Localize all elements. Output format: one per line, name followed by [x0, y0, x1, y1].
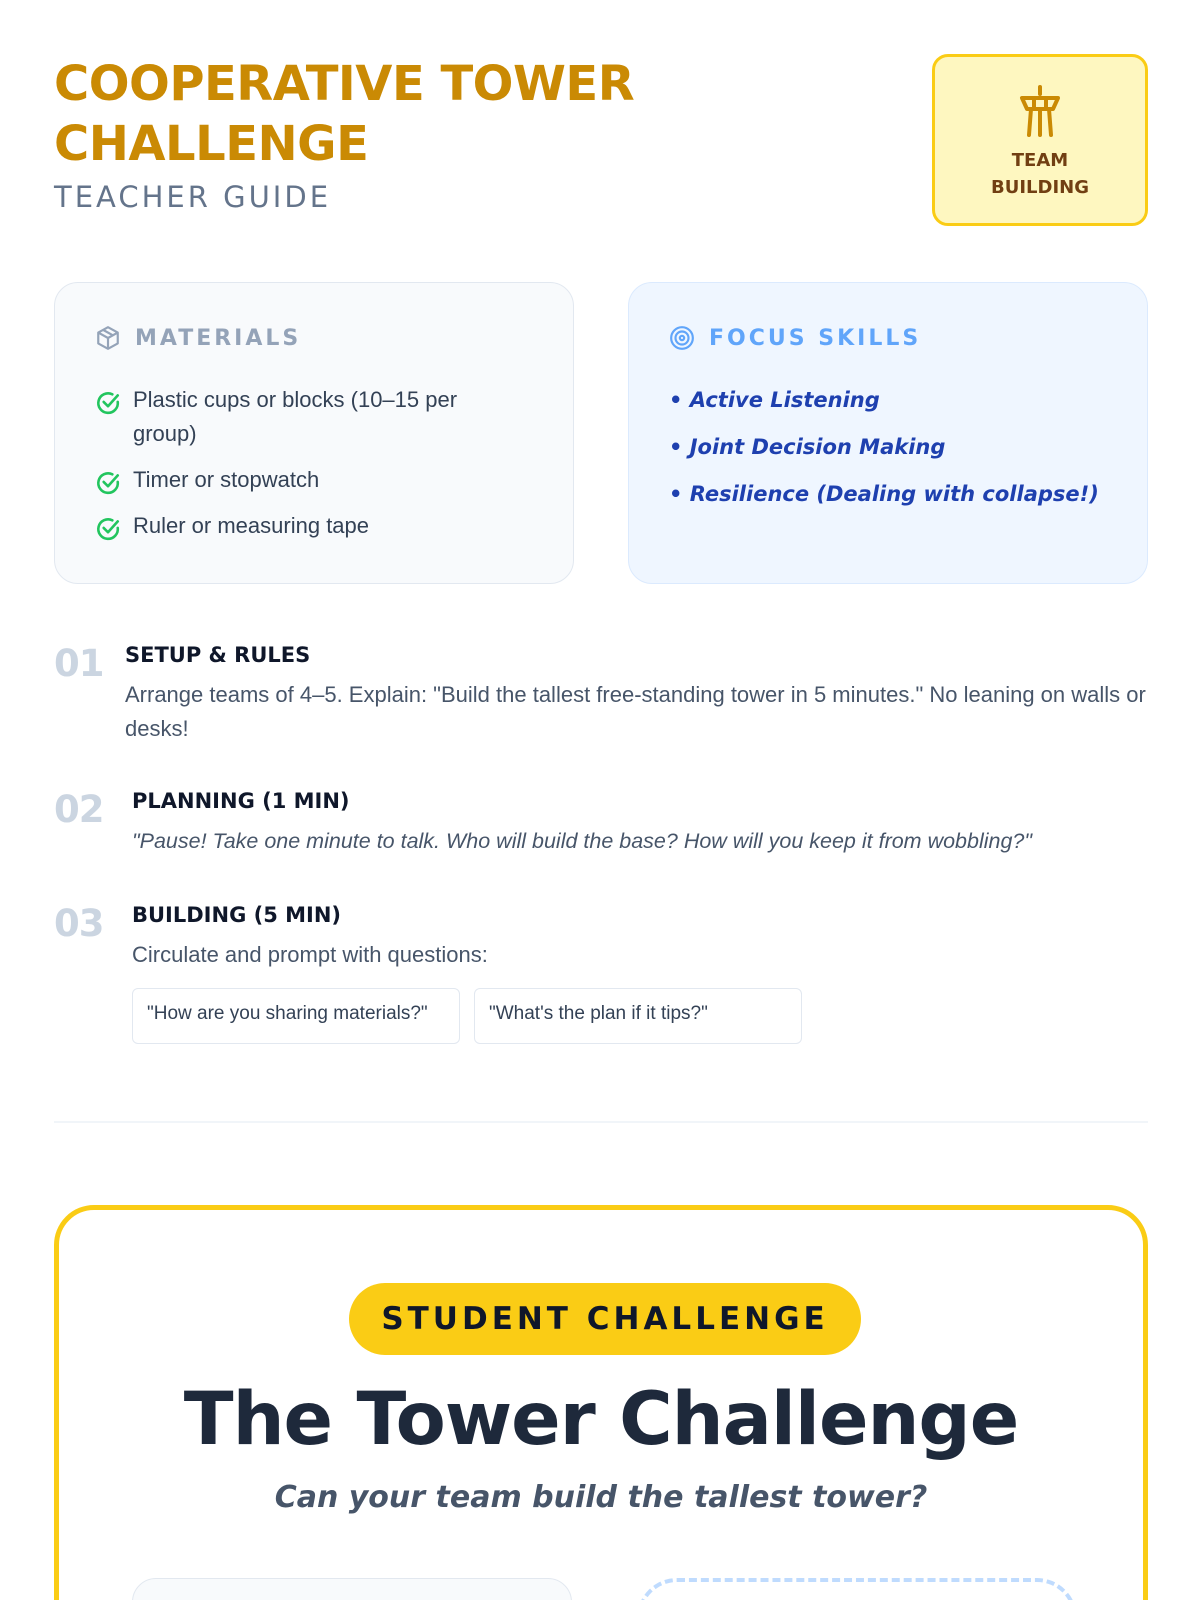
step-title: SETUP & RULES	[125, 643, 311, 667]
step-title: PLANNING (1 MIN)	[132, 789, 350, 813]
material-item	[95, 463, 533, 497]
team-building-badge	[932, 54, 1148, 226]
section-divider	[54, 1121, 1148, 1123]
page-subtitle: TEACHER GUIDE	[54, 180, 332, 214]
focus-skills-card	[628, 282, 1148, 584]
skills-heading-row	[669, 323, 1107, 353]
target-icon	[669, 325, 695, 351]
prompt-card: "How are you sharing materials?"	[132, 988, 460, 1044]
step-text: Arrange teams of 4–5. Explain: "Build the tallest free-standing tower in 5 minutes." No leaning on walls or desks!	[125, 682, 1146, 741]
student-title: The Tower Challenge	[183, 1377, 1019, 1462]
box-icon	[95, 325, 121, 351]
materials-heading: MATERIALS	[135, 325, 302, 351]
materials-heading-row	[95, 323, 533, 353]
skill-item: • Resilience (Dealing with collapse!)	[669, 482, 1099, 506]
step-building	[54, 900, 1148, 1044]
page-header	[54, 54, 1148, 230]
check-circle-icon	[95, 470, 121, 496]
step-title: BUILDING (5 MIN)	[132, 903, 342, 927]
step-number: 03	[54, 902, 104, 945]
student-challenge-pill: STUDENT CHALLENGE	[349, 1283, 861, 1355]
material-label: Plastic cups or blocks (10–15 per group)	[133, 387, 458, 446]
prompt-card: "What's the plan if it tips?"	[474, 988, 802, 1044]
check-circle-icon	[95, 390, 121, 416]
step-number: 02	[54, 788, 104, 831]
material-item	[95, 509, 533, 543]
page-title: COOPERATIVE TOWER CHALLENGE	[54, 56, 635, 172]
material-item	[95, 383, 533, 451]
badge-label: TEAM BUILDING	[991, 150, 1089, 198]
step-planning	[54, 786, 1148, 858]
material-label: Ruler or measuring tape	[133, 513, 370, 538]
step-text: "Pause! Take one minute to talk. Who will build the base? How will you keep it from wobbling?"	[132, 829, 1033, 853]
tower-icon	[1017, 85, 1063, 139]
prompt-list	[132, 988, 1148, 1044]
student-card-right	[637, 1578, 1077, 1600]
student-card-left	[132, 1578, 572, 1600]
materials-card	[54, 282, 574, 584]
student-challenge-section	[54, 1205, 1148, 1600]
material-label: Timer or stopwatch	[133, 467, 320, 492]
skill-item: • Joint Decision Making	[669, 435, 946, 459]
skill-item: • Active Listening	[669, 388, 880, 412]
step-number: 01	[54, 642, 104, 685]
check-circle-icon	[95, 516, 121, 542]
step-setup	[54, 640, 1148, 746]
skills-heading: FOCUS SKILLS	[709, 325, 922, 351]
student-tagline: Can your team build the tallest tower?	[274, 1480, 928, 1515]
step-text: Circulate and prompt with questions:	[132, 942, 488, 967]
